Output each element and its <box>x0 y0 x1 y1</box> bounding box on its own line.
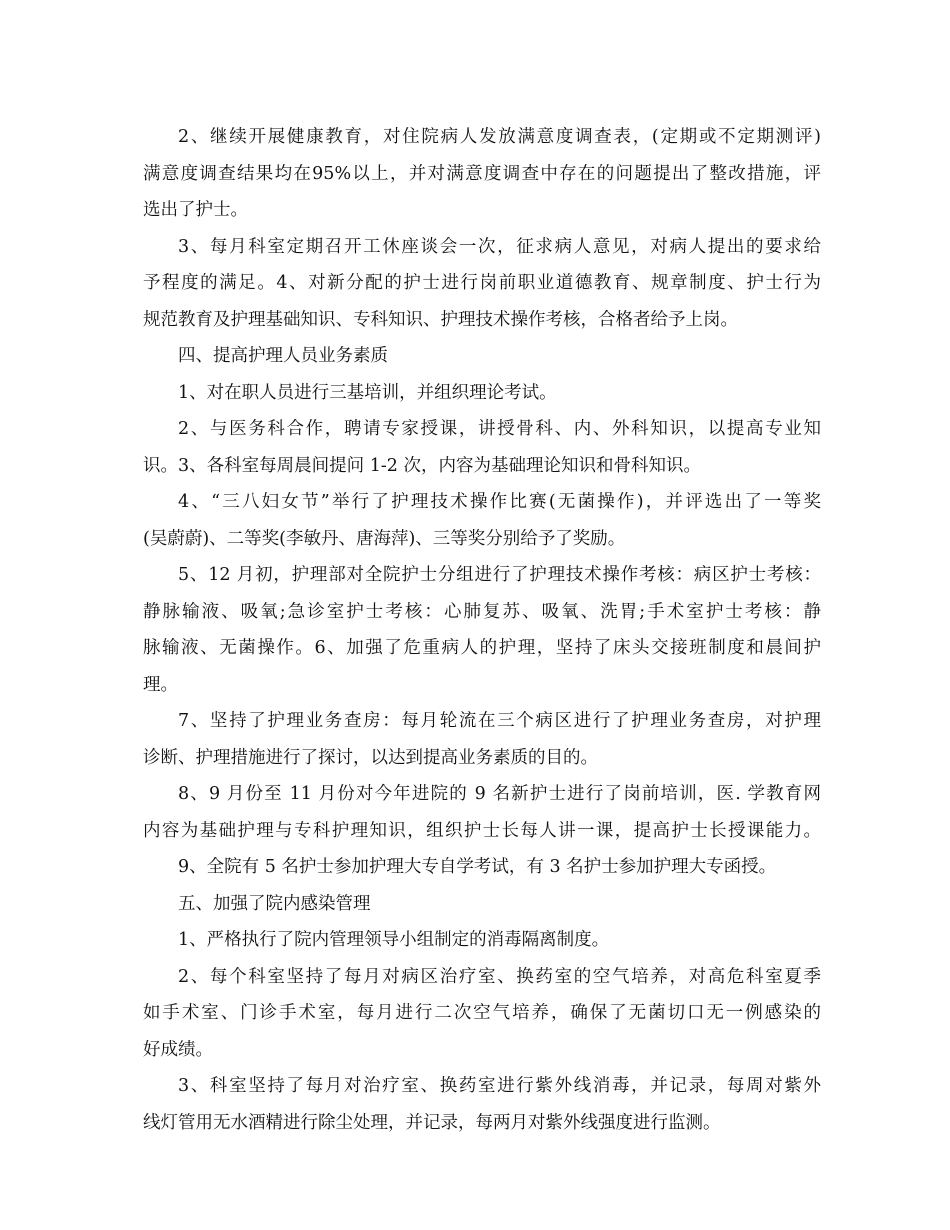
text-line: 3、每月科室定期召开工休座谈会一次，征求病人意见，对病人提出的要求给 <box>178 236 821 257</box>
text-line: 静脉输液、吸氧;急诊室护士考核：心肺复苏、吸氧、洗胃;手术室护士考核：静 <box>143 601 821 622</box>
text-line: 2、每个科室坚持了每月对病区治疗室、换药室的空气培养，对高危科室夏季 <box>178 966 821 987</box>
text-line: 8、9 月份至 11 月份对今年进院的 9 名新护士进行了岗前培训，医. 学教育网 <box>178 784 821 804</box>
text-line: 7、坚持了护理业务查房：每月轮流在三个病区进行了护理业务查房，对护理 <box>178 711 821 731</box>
document-body <box>143 119 821 1141</box>
text-line: 好成绩。 <box>143 1039 213 1060</box>
text-line: 内容为基础护理与专科护理知识，组织护士长每人讲一课，提高护士长授课能力。 <box>143 820 821 841</box>
text-line: 2、继续开展健康教育，对住院病人发放满意度调查表，(定期或不定期测评) <box>178 127 821 147</box>
text-line: 2、与医务科合作，聘请专家授课，讲授骨科、内、外科知识，以提高专业知 <box>178 419 821 439</box>
text-line: 予程度的满足。4、对新分配的护士进行岗前职业道德教育、规章制度、护士行为 <box>143 273 821 293</box>
text-line: 1、严格执行了院内管理领导小组制定的消毒隔离制度。 <box>178 930 610 950</box>
text-line: 诊断、护理措施进行了探讨，以达到提高业务素质的目的。 <box>143 747 598 768</box>
text-line: 如手术室、门诊手术室，每月进行二次空气培养，确保了无菌切口无一例感染的 <box>143 1003 821 1023</box>
text-line: 3、科室坚持了每月对治疗室、换药室进行紫外线消毒，并记录，每周对紫外 <box>178 1076 821 1096</box>
text-line: 规范教育及护理基础知识、专科知识、护理技术操作考核，合格者给予上岗。 <box>143 309 738 330</box>
text-line: 选出了护士。 <box>143 200 248 220</box>
text-line: 识。3、各科室每周晨间提问 1-2 次，内容为基础理论知识和骨科知识。 <box>143 455 701 476</box>
text-line: (吴蔚蔚)、二等奖(李敏丹、唐海萍)、三等奖分别给予了奖励。 <box>143 528 626 549</box>
text-line: 四、提高护理人员业务素质 <box>178 346 388 366</box>
text-line: 5、12 月初，护理部对全院护士分组进行了护理技术操作考核：病区护士考核： <box>178 565 821 585</box>
text-line: 五、加强了院内感染管理 <box>178 893 371 914</box>
text-line: 理。 <box>143 674 178 695</box>
text-line: 4、“三八妇女节”举行了护理技术操作比赛(无菌操作)，并评选出了一等奖 <box>178 492 821 512</box>
text-line: 9、全院有 5 名护士参加护理大专自学考试，有 3 名护士参加护理大专函授。 <box>178 857 777 877</box>
text-line: 1、对在职人员进行三基培训，并组织理论考试。 <box>178 382 557 403</box>
text-line: 脉输液、无菌操作。6、加强了危重病人的护理，坚持了床头交接班制度和晨间护 <box>143 638 821 658</box>
text-line: 线灯管用无水酒精进行除尘处理，并记录，每两月对紫外线强度进行监测。 <box>143 1112 721 1133</box>
text-line: 满意度调查结果均在95%以上，并对满意度调查中存在的问题提出了整改措施，评 <box>143 163 821 184</box>
